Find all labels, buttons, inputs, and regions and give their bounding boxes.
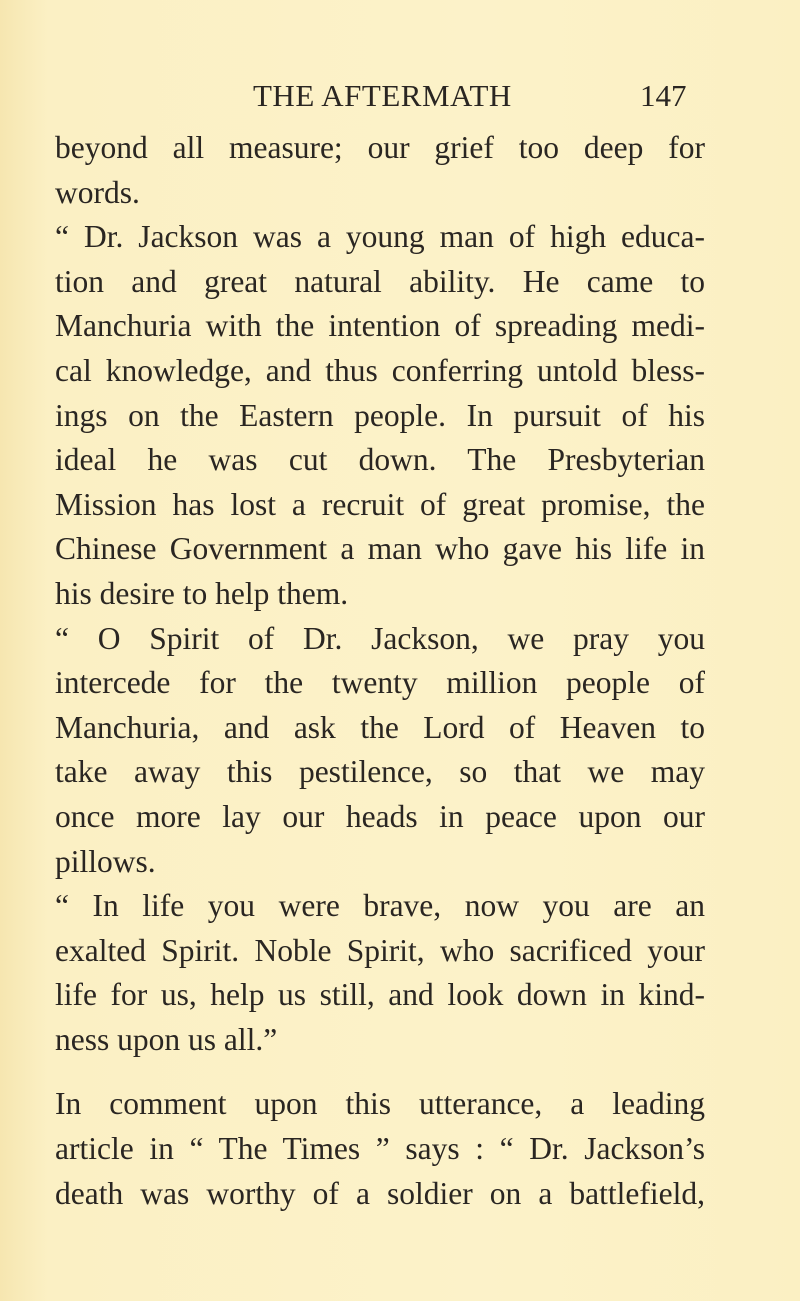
body-text xyxy=(55,126,705,1216)
text-line: Chinese Government a man who gave his life in xyxy=(55,531,705,567)
text-line: once more lay our heads in peace upon our xyxy=(55,798,705,834)
text-line: ings on the Eastern people. In pursuit of his xyxy=(55,397,705,433)
text-line: Manchuria with the intention of spreading medi- xyxy=(55,308,705,344)
text-line: life for us, help us still, and look down in kind- xyxy=(55,977,705,1013)
page-number: 147 xyxy=(640,78,687,113)
text-line: Manchuria, and ask the Lord of Heaven to xyxy=(55,709,705,745)
text-line: words. xyxy=(55,174,140,210)
text-line: intercede for the twenty million people of xyxy=(55,665,705,701)
text-line: death was worthy of a soldier on a battlefield, xyxy=(55,1175,705,1211)
text-line: “ In life you were brave, now you are an xyxy=(55,888,705,924)
text-line: ness upon us all.” xyxy=(55,1021,278,1057)
text-line: “ Dr. Jackson was a young man of high educa- xyxy=(55,219,705,255)
text-line: Mission has lost a recruit of great promise, the xyxy=(55,486,705,522)
chapter-title: THE AFTERMATH xyxy=(253,78,512,113)
text-line: beyond all measure; our grief too deep for xyxy=(55,130,705,165)
text-line: ideal he was cut down. The Presbyterian xyxy=(55,442,705,478)
text-line: “ O Spirit of Dr. Jackson, we pray you xyxy=(55,620,705,656)
text-line: take away this pestilence, so that we may xyxy=(55,754,705,790)
running-head xyxy=(0,78,800,118)
text-line: cal knowledge, and thus conferring untold bless- xyxy=(55,352,705,388)
text-line: his desire to help them. xyxy=(55,575,349,611)
text-line: pillows. xyxy=(55,843,156,879)
text-line: article in “ The Times ” says : “ Dr. Jackson’s xyxy=(55,1131,705,1167)
text-line: exalted Spirit. Noble Spirit, who sacrificed your xyxy=(55,932,705,968)
text-line: In comment upon this utterance, a leading xyxy=(55,1086,705,1122)
text-line: tion and great natural ability. He came to xyxy=(55,263,705,299)
